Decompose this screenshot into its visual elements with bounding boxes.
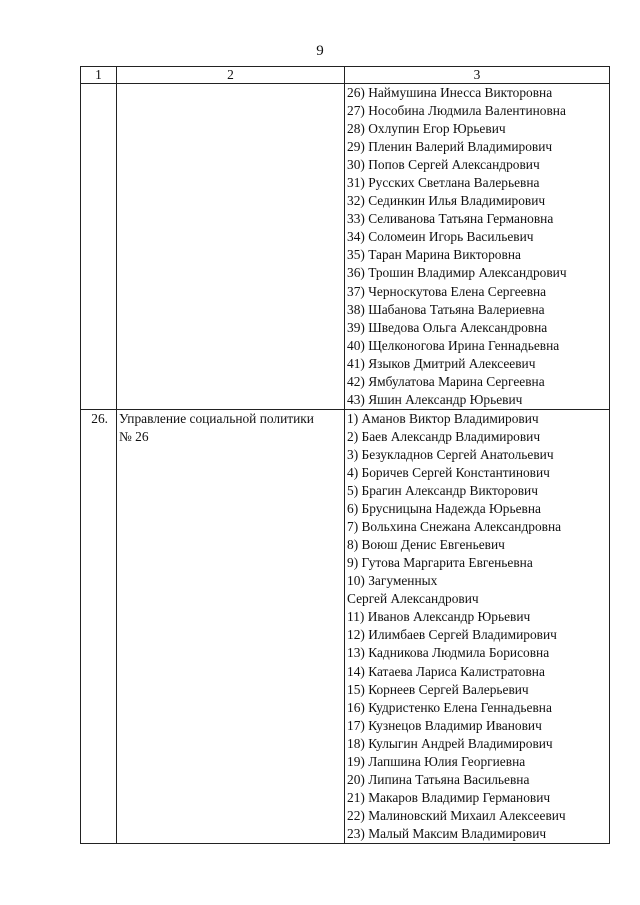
- member-entry: 29) Пленин Валерий Владимирович: [347, 139, 553, 155]
- member-entry: 17) Кузнецов Владимир Иванович: [347, 717, 542, 733]
- member-entry: 18) Кулыгин Андрей Владимирович: [347, 735, 553, 751]
- member-entry: 12) Илимбаев Сергей Владимирович: [347, 627, 557, 643]
- member-entry: 36) Трошин Владимир Александрович: [347, 265, 567, 281]
- member-entry: 30) Попов Сергей Александрович: [347, 157, 540, 173]
- table-row: [81, 84, 610, 410]
- members-cell: [345, 409, 610, 843]
- member-entry: 15) Корнеев Сергей Валерьевич: [347, 681, 529, 697]
- member-entry: 40) Щелконогова Ирина Геннадьевна: [347, 337, 560, 353]
- member-entry: 3) Безукладнов Сергей Анатольевич: [347, 446, 554, 462]
- member-entry: 19) Лапшина Юлия Георгиевна: [347, 753, 526, 769]
- department-cell: [117, 409, 345, 843]
- member-entry: 16) Кудристенко Елена Геннадьевна: [347, 699, 552, 715]
- member-entry: 39) Шведова Ольга Александровна: [347, 319, 548, 335]
- member-entry: 28) Охлупин Егор Юрьевич: [347, 121, 506, 137]
- member-entry: 34) Соломеин Игорь Васильевич: [347, 229, 534, 245]
- member-entry: 13) Кадникова Людмила Борисовна: [347, 645, 550, 661]
- member-entry: 20) Липина Татьяна Васильевна: [347, 771, 530, 787]
- member-entry: 5) Брагин Александр Викторович: [347, 483, 538, 499]
- members-table: [80, 66, 610, 844]
- header-cell-3: 3: [345, 67, 610, 84]
- member-entry: 9) Гутова Маргарита Евгеньевна: [347, 555, 533, 571]
- member-entry: 2) Баев Александр Владимирович: [347, 428, 541, 444]
- member-entry: 43) Яшин Александр Юрьевич: [347, 391, 523, 407]
- member-entry: 21) Макаров Владимир Германович: [347, 789, 551, 805]
- member-entry: 6) Брусницына Надежда Юрьевна: [347, 501, 541, 517]
- member-entry: 33) Селиванова Татьяна Германовна: [347, 211, 554, 227]
- member-entry: 37) Черноскутова Елена Сергеевна: [347, 283, 547, 299]
- row-number-cell: [81, 84, 117, 410]
- department-name: Управление социальной политики: [119, 410, 314, 426]
- member-entry: 23) Малый Максим Владимирович: [347, 825, 547, 841]
- member-entry: 7) Вольхина Снежана Александровна: [347, 519, 562, 535]
- member-entry: 27) Нособина Людмила Валентиновна: [347, 103, 566, 119]
- member-entry: 35) Таран Марина Викторовна: [347, 247, 521, 263]
- member-entry: 10) Загуменных: [347, 573, 438, 589]
- row-number-cell: 26.: [81, 409, 117, 843]
- members-cell: [345, 84, 610, 410]
- header-cell-1: 1: [81, 67, 117, 84]
- member-entry: 8) Воюш Денис Евгеньевич: [347, 537, 505, 553]
- member-entry: 11) Иванов Александр Юрьевич: [347, 609, 531, 625]
- department-number: № 26: [119, 428, 149, 444]
- member-entry: 4) Боричев Сергей Константинович: [347, 464, 550, 480]
- page-number: 9: [316, 43, 324, 59]
- member-entry: 32) Сединкин Илья Владимирович: [347, 193, 546, 209]
- department-cell: [117, 84, 345, 410]
- member-entry: 1) Аманов Виктор Владимирович: [347, 410, 539, 426]
- header-cell-2: 2: [117, 67, 345, 84]
- member-entry: 26) Наймушина Инесса Викторовна: [347, 85, 553, 100]
- member-entry: 14) Катаева Лариса Калистратовна: [347, 663, 545, 679]
- member-entry: 31) Русских Светлана Валерьевна: [347, 175, 540, 191]
- table-header-row: [81, 67, 610, 84]
- member-entry: 41) Языков Дмитрий Алексеевич: [347, 355, 536, 371]
- member-entry: 38) Шабанова Татьяна Валериевна: [347, 301, 545, 317]
- member-entry: Сергей Александрович: [347, 591, 479, 607]
- member-entry: 22) Малиновский Михаил Алексеевич: [347, 807, 566, 823]
- table-row: [81, 409, 610, 843]
- member-entry: 42) Ямбулатова Марина Сергеевна: [347, 373, 545, 389]
